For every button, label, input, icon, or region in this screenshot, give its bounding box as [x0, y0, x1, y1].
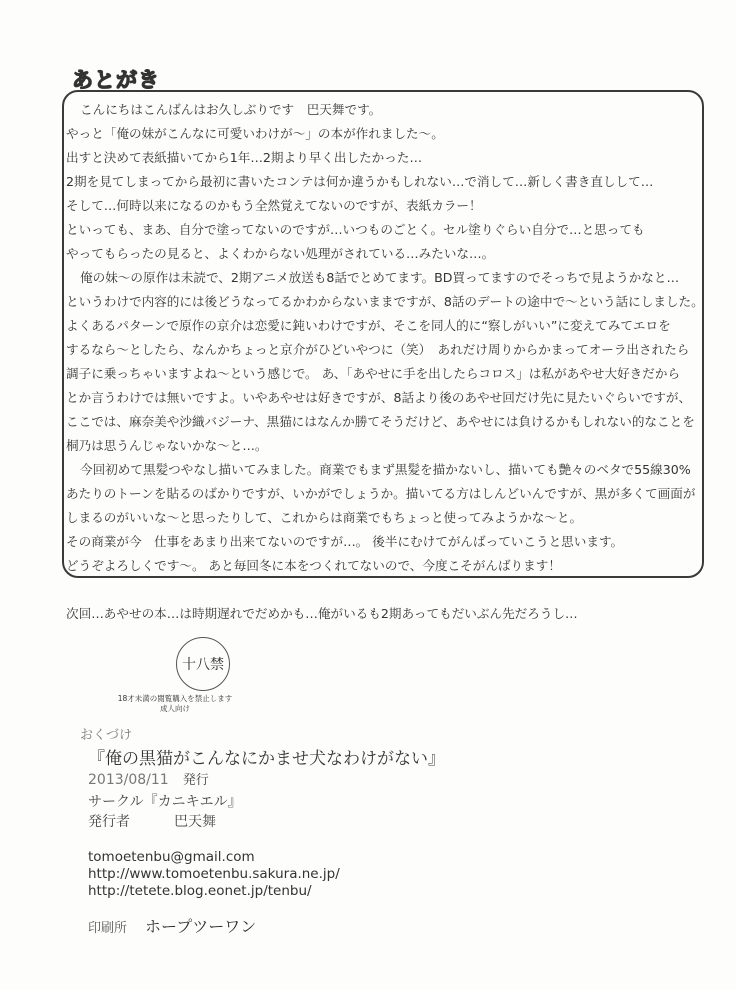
date-suffix: 発行 — [182, 773, 209, 788]
afterword-line: 次回…あやせの本…は時期遅れでだめかも…俺がいるも2期あってもだいぶん先だろうし… — [66, 606, 578, 621]
afterword-line: よくあるパターンで原作の京介は恋愛に鈍いわけですが、そこを同人的に“察しがいい”に変えてみてエロを — [66, 318, 671, 333]
afterword-line: 俺の妹～の原作は未読で、2期アニメ放送も8話でとめてます。BD買ってますのでそっちで見ようかなと… — [80, 270, 680, 285]
publisher-name: 巴天舞 — [174, 814, 216, 830]
afterword-line: 今回初めて黒髪つやなし描いてみました。商業でもまず黒髪を描かないし、描いても艶々のベタで55線30% — [80, 462, 691, 477]
printer-name: ホープツーワン — [145, 917, 257, 936]
afterword-line: するなら～としたら、なんかちょっと京介がひどいやつに（笑） あれだけ周りからかまってオーラ出されたら — [66, 342, 690, 357]
publisher-label: 発行者 — [88, 814, 130, 830]
afterword-line: 桐乃は思うんじゃないかな～と…。 — [66, 438, 268, 453]
afterword-line: ここでは、麻奈美や沙織バジーナ、黒猫にはなんか勝てそうだけど、あやせには負けるかもしれない的なことを — [66, 414, 695, 429]
blog-link[interactable]: http://tetete.blog.eonet.jp/tenbu/ — [88, 883, 312, 899]
afterword-line: こんにちはこんばんはお久しぶりです 巴天舞です。 — [80, 102, 382, 117]
afterword-line: 調子に乗っちゃいますよね～という感じで。 あ、「あやせに手を出したらコロス」は私があやせ大好きだから — [66, 366, 681, 381]
afterword-body — [66, 98, 702, 626]
publish-date — [88, 769, 209, 788]
adult-label: 成人向け — [160, 704, 190, 713]
contact-links — [88, 849, 340, 900]
date-value: 2013/08/11 — [88, 772, 169, 788]
afterword-line: どうぞよろしくです～。 あと毎回冬に本をつくれてないので、今度こそがんばります！ — [66, 558, 561, 573]
adult-seal-text: 十八禁 — [182, 657, 224, 673]
afterword-heading: あとがき — [72, 68, 160, 92]
circle-name: サークル『カニキエル』 — [88, 794, 242, 810]
age-warning-text: 18才未満の閲覧購入を禁止します — [117, 694, 233, 703]
afterword-line: といっても、まあ、自分で塗ってないのですが…いつものごとく。セル塗りぐらい自分で…と思っても — [66, 222, 645, 237]
afterword-line: というわけで内容的には後どうなってるかわからないままですが、8話のデートの途中で～という話にしました。 — [66, 294, 704, 309]
afterword-line: とか言うわけでは無いですよ。いやあやせは好きですが、8話より後のあやせ回だけ先に見たいぐらいですが、 — [66, 390, 692, 405]
afterword-line: そして…何時以来になるのかもう全然覚えてないのですが、表紙カラー！ — [66, 198, 482, 213]
publisher — [88, 811, 216, 831]
afterword-line: しまるのがいいな～と思ったりして、これからは商業でもちょっと使ってみようかな～と。 — [66, 510, 583, 525]
printer — [88, 914, 256, 937]
adult-seal — [176, 637, 230, 691]
afterword-line: やってもらったの見ると、よくわからない処理がされている…みたいな…。 — [66, 246, 495, 261]
email-link[interactable]: tomoetenbu@gmail.com — [88, 849, 255, 865]
afterword-line: あたりのトーンを貼るのばかりですが、いかがでしょうか。描いてる方はしんどいんですが、黒が多くて画面が — [66, 486, 696, 501]
afterword-line — [66, 578, 702, 602]
colophon-label: おくづけ — [80, 728, 133, 743]
afterword-line: その商業が今 仕事をあまり出来てないのですが…。 後半にむけてがんばっていこうと思います。 — [66, 534, 624, 549]
book-title: 『俺の黒猫がこんなにかませ犬なわけがない』 — [88, 749, 445, 769]
afterword-line: 出すと決めて表紙描いてから1年…2期より早く出したかった… — [66, 150, 423, 165]
age-warning — [80, 694, 270, 714]
website-link[interactable]: http://www.tomoetenbu.sakura.ne.jp/ — [88, 866, 340, 882]
afterword-line: やっと「俺の妹がこんなに可愛いわけが～」の本が作れました～。 — [66, 126, 444, 141]
afterword-line: 2期を見てしまってから最初に書いたコンテは何か違うかもしれない…で消して…新しく書き直しして… — [66, 174, 654, 189]
printer-label: 印刷所 — [88, 921, 128, 936]
